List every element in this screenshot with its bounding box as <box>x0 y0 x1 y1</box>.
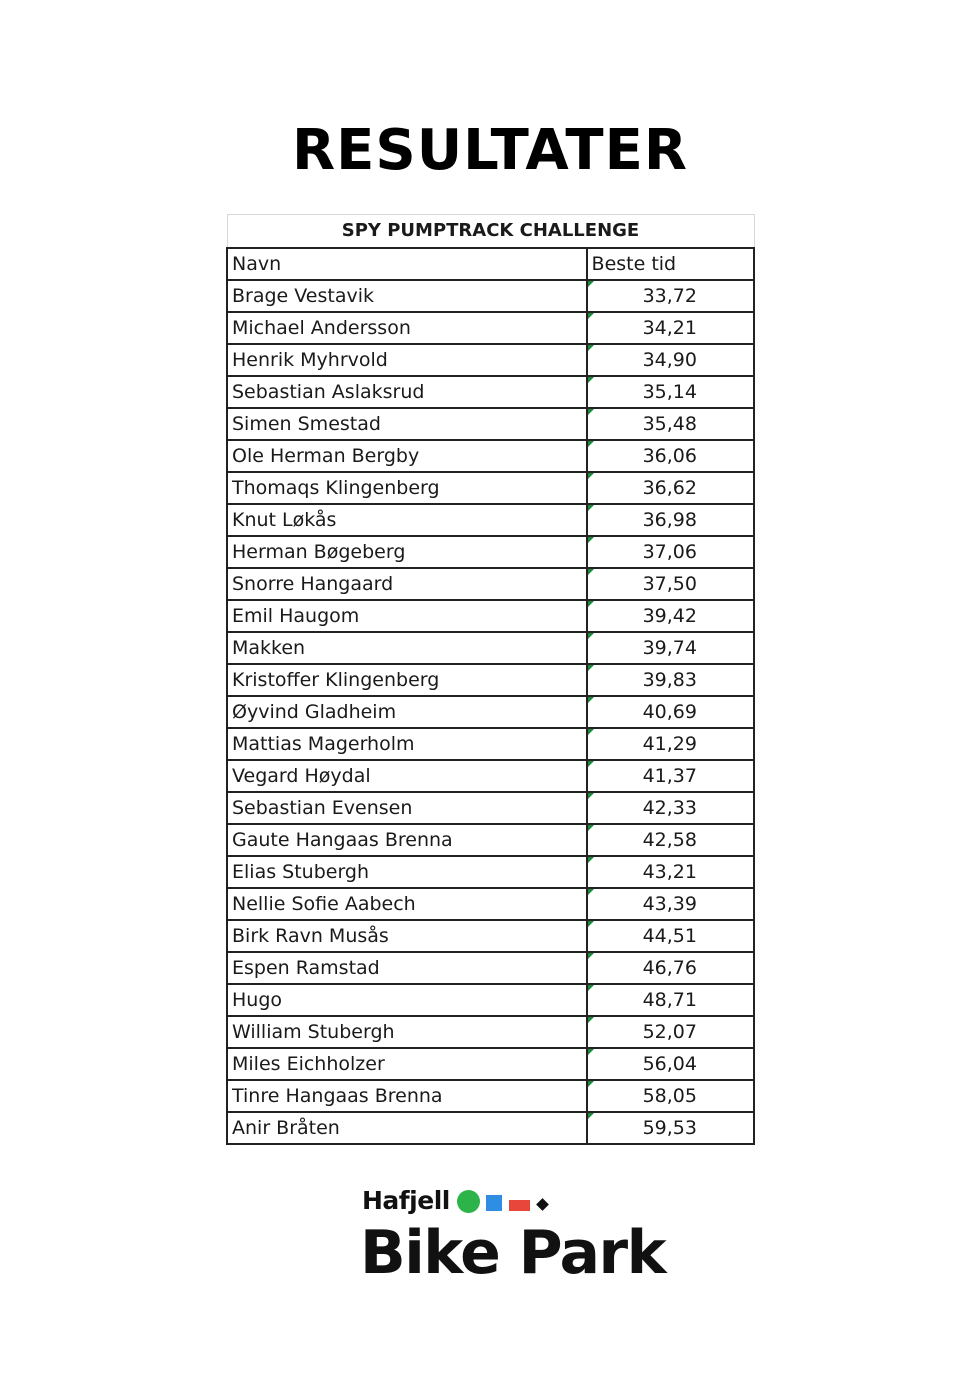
best-time: 36,06 <box>587 440 754 472</box>
table-row <box>227 888 754 920</box>
best-time: 35,14 <box>587 376 754 408</box>
best-time: 36,98 <box>587 504 754 536</box>
logo-circle-shape <box>457 1190 480 1213</box>
rider-name: Tinre Hangaas Brenna <box>227 1080 587 1112</box>
logo-rect-shape <box>509 1200 530 1211</box>
rider-name: Kristoffer Klingenberg <box>227 664 587 696</box>
best-time: 41,37 <box>587 760 754 792</box>
table-caption: SPY PUMPTRACK CHALLENGE <box>227 215 754 249</box>
rider-name: Sebastian Evensen <box>227 792 587 824</box>
best-time: 43,39 <box>587 888 754 920</box>
page-title: RESULTATER <box>291 118 688 183</box>
rider-name: Elias Stubergh <box>227 856 587 888</box>
logo-square-shape <box>486 1195 502 1211</box>
best-time: 52,07 <box>587 1016 754 1048</box>
rider-name: Simen Smestad <box>227 408 587 440</box>
table-row <box>227 1080 754 1112</box>
rider-name: Hugo <box>227 984 587 1016</box>
table-row <box>227 440 754 472</box>
table-row <box>227 1112 754 1144</box>
best-time: 39,42 <box>587 600 754 632</box>
rider-name: Snorre Hangaard <box>227 568 587 600</box>
table-row <box>227 600 754 632</box>
best-time: 40,69 <box>587 696 754 728</box>
rider-name: William Stubergh <box>227 1016 587 1048</box>
rider-name: Ole Herman Bergby <box>227 440 587 472</box>
rider-name: Knut Løkås <box>227 504 587 536</box>
rider-name: Thomaqs Klingenberg <box>227 472 587 504</box>
rider-name: Mattias Magerholm <box>227 728 587 760</box>
best-time: 44,51 <box>587 920 754 952</box>
best-time: 56,04 <box>587 1048 754 1080</box>
best-time: 41,29 <box>587 728 754 760</box>
best-time: 43,21 <box>587 856 754 888</box>
best-time: 46,76 <box>587 952 754 984</box>
table-row <box>227 856 754 888</box>
logo-main-text: Bike Park <box>360 1218 666 1288</box>
header-time: Beste tid <box>587 248 754 280</box>
table-row <box>227 568 754 600</box>
table-header-row <box>227 248 754 280</box>
rider-name: Miles Eichholzer <box>227 1048 587 1080</box>
table-row <box>227 408 754 440</box>
best-time: 48,71 <box>587 984 754 1016</box>
rider-name: Herman Bøgeberg <box>227 536 587 568</box>
table-row <box>227 536 754 568</box>
best-time: 34,90 <box>587 344 754 376</box>
rider-name: Nellie Sofie Aabech <box>227 888 587 920</box>
table-row <box>227 472 754 504</box>
logo-top-text: Hafjell <box>362 1186 450 1215</box>
rider-name: Brage Vestavik <box>227 280 587 312</box>
rider-name: Sebastian Aslaksrud <box>227 376 587 408</box>
hafjell-bike-park-logo <box>360 1186 680 1286</box>
best-time: 59,53 <box>587 1112 754 1144</box>
table-row <box>227 920 754 952</box>
rider-name: Henrik Myhrvold <box>227 344 587 376</box>
rider-name: Birk Ravn Musås <box>227 920 587 952</box>
table-row <box>227 824 754 856</box>
rider-name: Emil Haugom <box>227 600 587 632</box>
table-row <box>227 792 754 824</box>
best-time: 34,21 <box>587 312 754 344</box>
table-row <box>227 952 754 984</box>
best-time: 35,48 <box>587 408 754 440</box>
table-row <box>227 984 754 1016</box>
table-row <box>227 760 754 792</box>
table-row <box>227 280 754 312</box>
best-time: 39,74 <box>587 632 754 664</box>
table-row <box>227 632 754 664</box>
best-time: 33,72 <box>587 280 754 312</box>
table-row <box>227 344 754 376</box>
best-time: 58,05 <box>587 1080 754 1112</box>
table-row <box>227 1016 754 1048</box>
table-row <box>227 376 754 408</box>
table-row <box>227 504 754 536</box>
best-time: 37,06 <box>587 536 754 568</box>
rider-name: Espen Ramstad <box>227 952 587 984</box>
rider-name: Gaute Hangaas Brenna <box>227 824 587 856</box>
rider-name: Vegard Høydal <box>227 760 587 792</box>
table-row <box>227 312 754 344</box>
header-name: Navn <box>227 248 587 280</box>
results-table <box>226 214 755 1145</box>
table-row <box>227 696 754 728</box>
rider-name: Makken <box>227 632 587 664</box>
rider-name: Anir Bråten <box>227 1112 587 1144</box>
best-time: 42,58 <box>587 824 754 856</box>
table-caption-row <box>227 215 754 249</box>
table-row <box>227 728 754 760</box>
best-time: 36,62 <box>587 472 754 504</box>
best-time: 37,50 <box>587 568 754 600</box>
best-time: 42,33 <box>587 792 754 824</box>
rider-name: Øyvind Gladheim <box>227 696 587 728</box>
best-time: 39,83 <box>587 664 754 696</box>
table-row <box>227 664 754 696</box>
rider-name: Michael Andersson <box>227 312 587 344</box>
table-row <box>227 1048 754 1080</box>
logo-diamond-shape <box>536 1198 549 1211</box>
